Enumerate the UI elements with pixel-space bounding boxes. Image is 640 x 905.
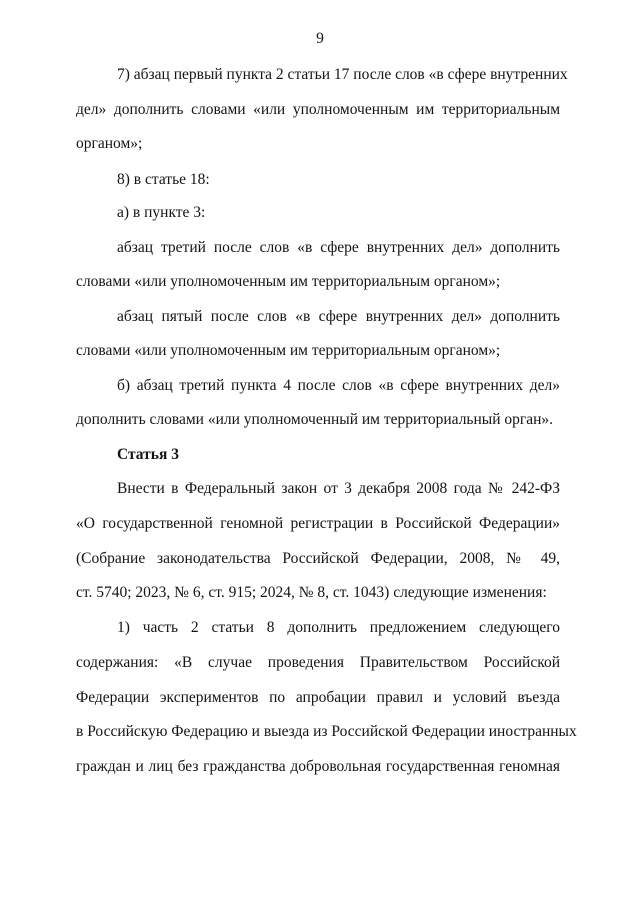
paragraph-line: органом»;: [76, 135, 143, 152]
paragraph-line: словами «или уполномоченным им территориальным органом»;: [76, 342, 501, 359]
paragraph-line: «О государственной геномной регистрации в Российской Федерации»: [76, 515, 560, 532]
paragraph-line: а) в пункте 3:: [117, 204, 206, 221]
paragraph-line: б) абзац третий пункта 4 после слов «в сфере внутренних дел»: [117, 377, 560, 394]
paragraph-line: абзац третий после слов «в сфере внутренних дел» дополнить: [117, 239, 560, 256]
paragraph-line: Федерации экспериментов по апробации правил и условий въезда: [76, 689, 560, 706]
page-number: 9: [316, 30, 324, 47]
paragraph-line: (Собрание законодательства Российской Федерации, 2008, № 49,: [76, 550, 560, 567]
paragraph-line: абзац пятый после слов «в сфере внутренних дел» дополнить: [117, 308, 560, 325]
paragraph-line: ст. 5740; 2023, № 6, ст. 915; 2024, № 8, ст. 1043) следующие изменения:: [76, 584, 547, 601]
paragraph-line: 1) часть 2 статьи 8 дополнить предложением следующего: [117, 619, 560, 636]
paragraph-line: Внести в Федеральный закон от 3 декабря 2008 года № 242-ФЗ: [117, 480, 560, 497]
paragraph-line: дел» дополнить словами «или уполномоченным им территориальным: [76, 101, 560, 118]
paragraph-line: граждан и лиц без гражданства добровольная государственная геномная: [76, 758, 560, 775]
paragraph-line: дополнить словами «или уполномоченный им территориальный орган».: [76, 411, 554, 428]
paragraph-line: словами «или уполномоченным им территориальным органом»;: [76, 273, 501, 290]
paragraph-line: 8) в статье 18:: [117, 171, 210, 188]
paragraph-line: содержания: «В случае проведения Правительством Российской: [76, 654, 560, 671]
article-heading: Статья 3: [117, 446, 179, 463]
paragraph-line: 7) абзац первый пункта 2 статьи 17 после слов «в сфере внутренних: [117, 66, 568, 83]
paragraph-line: в Российскую Федерацию и выезда из Российской Федерации иностранных: [76, 723, 577, 740]
